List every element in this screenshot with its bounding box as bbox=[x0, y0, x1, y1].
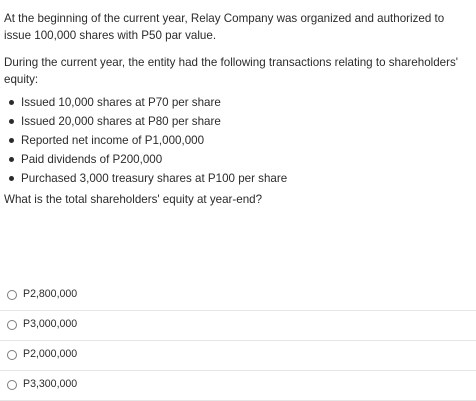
transaction-list bbox=[4, 93, 474, 188]
question-lead: During the current year, the entity had the following transactions relating to shareholders' equity: bbox=[4, 56, 458, 86]
radio-button[interactable] bbox=[7, 320, 17, 330]
question-block bbox=[4, 10, 474, 208]
answer-options bbox=[0, 281, 476, 401]
answer-option-label: P3,300,000 bbox=[23, 378, 78, 390]
answer-option-2[interactable] bbox=[0, 311, 476, 341]
answer-option-label: P3,000,000 bbox=[23, 318, 78, 330]
answer-option-label: P2,800,000 bbox=[23, 288, 78, 300]
question-prompt: What is the total shareholders' equity at year-end? bbox=[4, 193, 263, 206]
answer-option-3[interactable] bbox=[0, 341, 476, 371]
transaction-item: Reported net income of P1,000,000 bbox=[4, 131, 474, 150]
radio-button[interactable] bbox=[7, 380, 17, 390]
transaction-item: Issued 10,000 shares at P70 per share bbox=[4, 93, 474, 112]
transaction-item: Paid dividends of P200,000 bbox=[4, 150, 474, 169]
radio-button[interactable] bbox=[7, 290, 17, 300]
radio-button[interactable] bbox=[7, 350, 17, 360]
transaction-item: Issued 20,000 shares at P80 per share bbox=[4, 112, 474, 131]
question-intro: At the beginning of the current year, Relay Company was organized and authorized to issue 100,000 shares with P50 par value. bbox=[4, 12, 445, 42]
answer-option-label: P2,000,000 bbox=[23, 348, 78, 360]
answer-option-1[interactable] bbox=[0, 281, 476, 311]
transaction-item: Purchased 3,000 treasury shares at P100 per share bbox=[4, 169, 474, 188]
